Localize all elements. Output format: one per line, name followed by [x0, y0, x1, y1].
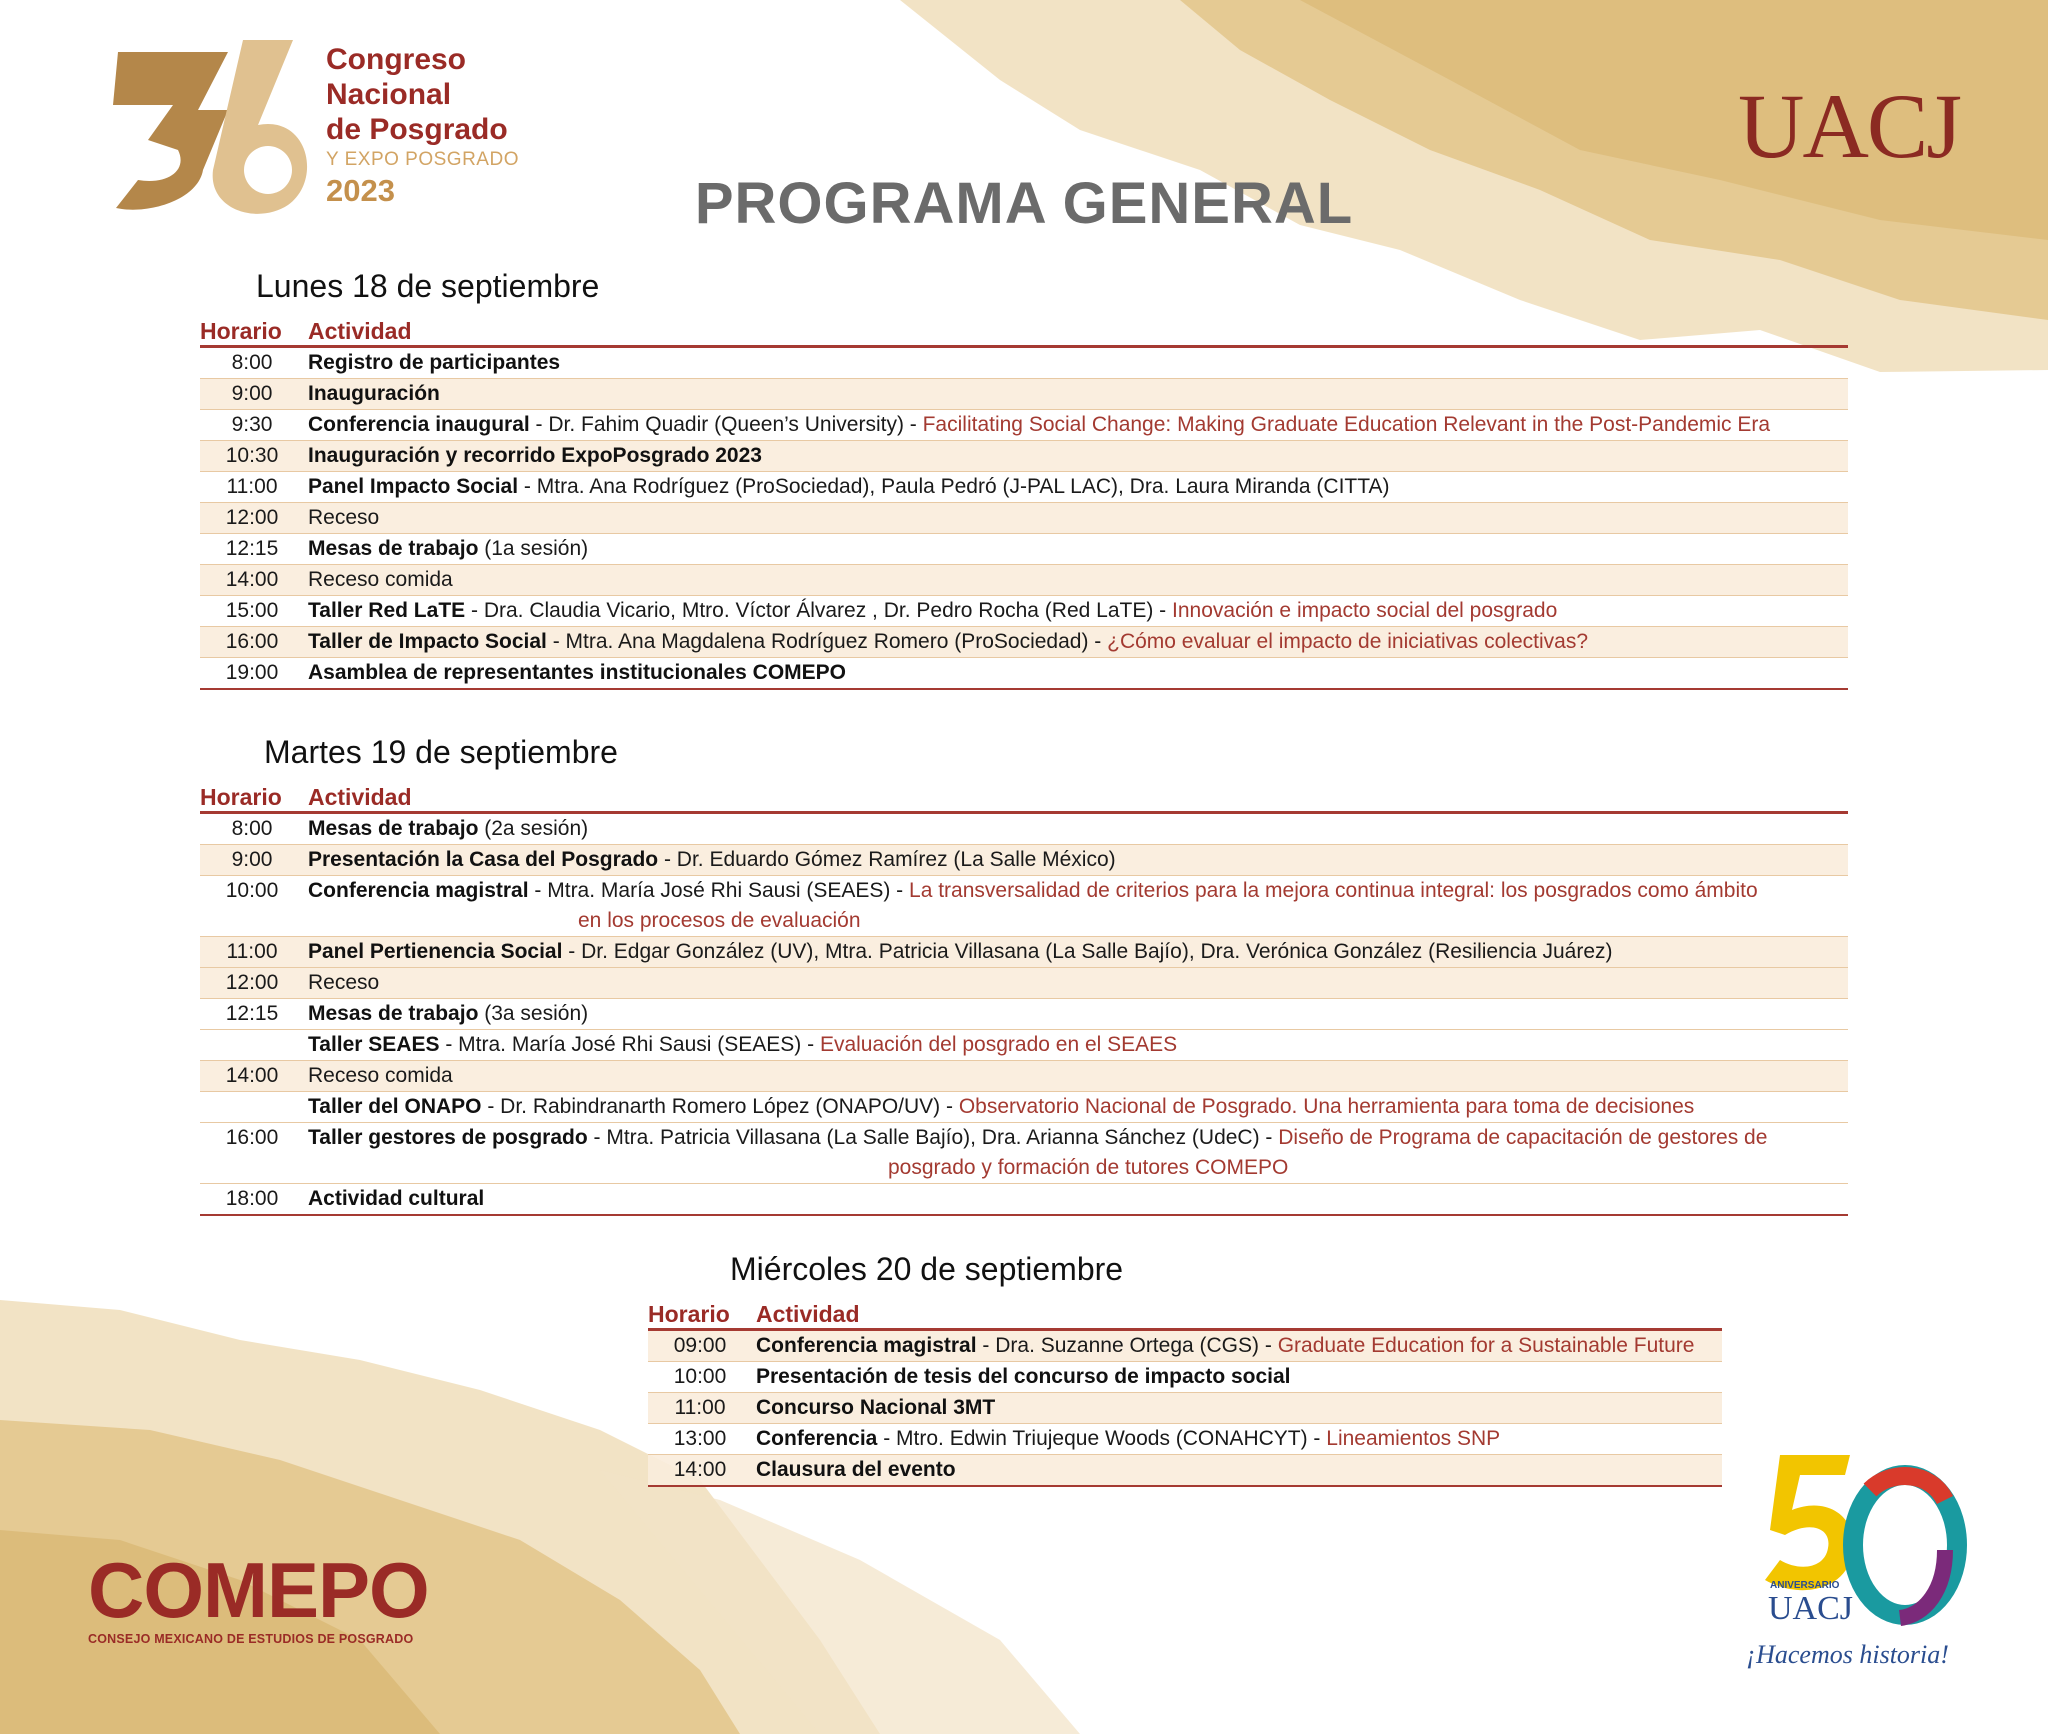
- col-header-time: Horario: [648, 1298, 752, 1330]
- talk-title: Diseño de Programa de capacitación de gestores de: [1278, 1126, 1768, 1149]
- activity-details: - Mtra. María José Rhi Sausi (SEAES) -: [528, 879, 910, 902]
- row-time: 9:00: [200, 379, 304, 410]
- table-row: [200, 876, 1848, 937]
- congreso-line1: Congreso: [326, 43, 467, 76]
- page-title: PROGRAMA GENERAL: [694, 171, 1354, 236]
- congreso-year: 2023: [326, 173, 395, 208]
- row-activity: [304, 845, 1848, 876]
- row-activity: [752, 1330, 1722, 1362]
- talk-title: Innovación e impacto social del posgrado: [1172, 599, 1558, 622]
- row-time: 10:00: [200, 876, 304, 937]
- talk-title: Graduate Education for a Sustainable Future: [1277, 1334, 1695, 1357]
- row-activity: [304, 937, 1848, 968]
- schedule-table: [200, 315, 1848, 690]
- col-header-time: Horario: [200, 781, 304, 813]
- activity-details: - Mtra. María José Rhi Sausi (SEAES) -: [439, 1033, 820, 1056]
- table-row: [200, 937, 1848, 968]
- row-activity: [752, 1424, 1722, 1455]
- table-row: [200, 503, 1848, 534]
- row-activity: [304, 503, 1848, 534]
- table-row: [200, 534, 1848, 565]
- row-time: 12:00: [200, 968, 304, 999]
- activity-details: - Dr. Fahim Quadir (Queen’s University) -: [529, 413, 923, 436]
- activity-name: Mesas de trabajo: [308, 1002, 479, 1025]
- activity-name: Clausura del evento: [756, 1458, 956, 1481]
- table-row: [200, 565, 1848, 596]
- table-row: [200, 347, 1848, 379]
- activity-name: Concurso Nacional 3MT: [756, 1396, 996, 1419]
- table-row: [200, 1030, 1848, 1061]
- table-row: [200, 658, 1848, 690]
- table-row: [648, 1455, 1722, 1487]
- table-row: [200, 472, 1848, 503]
- row-activity: [752, 1393, 1722, 1424]
- row-time: 12:15: [200, 999, 304, 1030]
- row-time: 11:00: [200, 937, 304, 968]
- row-time: 9:30: [200, 410, 304, 441]
- col-header-time: Horario: [200, 315, 304, 347]
- comepo-name: COMEPO: [88, 1546, 429, 1634]
- activity-name: Mesas de trabajo: [308, 817, 479, 840]
- activity-name: Mesas de trabajo: [308, 537, 479, 560]
- activity-details: Receso: [308, 971, 380, 994]
- table-row: [200, 1184, 1848, 1216]
- table-row: [200, 1123, 1848, 1184]
- activity-name: Conferencia: [756, 1427, 878, 1450]
- table-row: [200, 968, 1848, 999]
- table-row: [200, 596, 1848, 627]
- day-title: Miércoles 20 de septiembre: [730, 1251, 1124, 1287]
- row-activity: [304, 968, 1848, 999]
- table-row: [648, 1424, 1722, 1455]
- day-title: Martes 19 de septiembre: [264, 734, 618, 770]
- row-activity: [304, 565, 1848, 596]
- activity-details: - Dr. Eduardo Gómez Ramírez (La Salle México): [658, 848, 1116, 871]
- col-header-activity: Actividad: [304, 781, 1848, 813]
- aniversario-label: ANIVERSARIO: [1770, 1580, 1840, 1591]
- activity-name: Taller SEAES: [308, 1033, 440, 1056]
- row-time: 14:00: [200, 565, 304, 596]
- row-time: 12:15: [200, 534, 304, 565]
- row-activity: [304, 1123, 1848, 1184]
- comepo-logo: [88, 1546, 448, 1660]
- table-row: [200, 1092, 1848, 1123]
- activity-name: Asamblea de representantes institucionales COMEPO: [308, 661, 847, 684]
- row-time: 11:00: [648, 1393, 752, 1424]
- row-activity: [752, 1362, 1722, 1393]
- row-activity: [304, 534, 1848, 565]
- row-time: 11:00: [200, 472, 304, 503]
- comepo-subtitle: CONSEJO MEXICANO DE ESTUDIOS DE POSGRADO: [88, 1632, 414, 1646]
- table-row: [200, 627, 1848, 658]
- activity-details: - Mtra. Patricia Villasana (La Salle Bajío), Dra. Arianna Sánchez (UdeC) -: [587, 1126, 1279, 1149]
- activity-name: Taller gestores de posgrado: [308, 1126, 588, 1149]
- row-time: [200, 1092, 304, 1123]
- activity-name: Registro de participantes: [308, 351, 561, 374]
- row-time: 8:00: [200, 813, 304, 845]
- row-activity: [304, 347, 1848, 379]
- activity-name: Taller Red LaTE: [308, 599, 466, 622]
- table-row: [200, 813, 1848, 845]
- aniversario-uacj: UACJ: [1768, 1590, 1854, 1627]
- activity-details: - Mtra. Ana Magdalena Rodríguez Romero (ProSociedad) -: [546, 630, 1108, 653]
- activity-details: (2a sesión): [478, 817, 589, 840]
- activity-name: Conferencia magistral: [756, 1334, 977, 1357]
- talk-title-continued: posgrado y formación de tutores COMEPO: [888, 1156, 1289, 1179]
- activity-details: - Mtra. Ana Rodríguez (ProSociedad), Paula Pedró (J-PAL LAC), Dra. Laura Miranda (CITTA): [518, 475, 1390, 498]
- activity-details: - Mtro. Edwin Triujeque Woods (CONAHCYT) -: [877, 1427, 1327, 1450]
- table-row: [200, 410, 1848, 441]
- row-time: 15:00: [200, 596, 304, 627]
- activity-name: Taller del ONAPO: [308, 1095, 482, 1118]
- row-time: 19:00: [200, 658, 304, 690]
- activity-details: - Dra. Claudia Vicario, Mtro. Víctor Álvarez , Dr. Pedro Rocha (Red LaTE) -: [465, 599, 1173, 622]
- table-row: [200, 441, 1848, 472]
- activity-name: Taller de Impacto Social: [308, 630, 547, 653]
- congreso-line3: de Posgrado: [326, 113, 508, 146]
- talk-title: Facilitating Social Change: Making Graduate Education Relevant in the Post-Pandemic Era: [922, 413, 1771, 436]
- activity-name: Inauguración: [308, 382, 440, 405]
- row-time: [200, 1030, 304, 1061]
- row-time: 14:00: [200, 1061, 304, 1092]
- row-activity: [304, 627, 1848, 658]
- row-time: 13:00: [648, 1424, 752, 1455]
- col-header-activity: Actividad: [752, 1298, 1722, 1330]
- day-title: Lunes 18 de septiembre: [256, 268, 600, 304]
- talk-title: ¿Cómo evaluar el impacto de iniciativas colectivas?: [1107, 630, 1589, 653]
- row-activity: [752, 1455, 1722, 1487]
- activity-details: (1a sesión): [478, 537, 589, 560]
- table-row: [648, 1330, 1722, 1362]
- talk-title: Observatorio Nacional de Posgrado. Una herramienta para toma de decisiones: [958, 1095, 1695, 1118]
- activity-name: Panel Impacto Social: [308, 475, 519, 498]
- activity-details: Receso: [308, 506, 380, 529]
- row-activity: [304, 1184, 1848, 1216]
- congreso-sub: Y EXPO POSGRADO: [326, 149, 519, 170]
- row-activity: [304, 472, 1848, 503]
- talk-title: Lineamientos SNP: [1326, 1427, 1501, 1450]
- aniversario-lema: ¡Hacemos historia!: [1746, 1640, 1949, 1669]
- activity-name: Presentación la Casa del Posgrado: [308, 848, 659, 871]
- activity-name: Conferencia inaugural: [308, 413, 530, 436]
- row-time: 16:00: [200, 627, 304, 658]
- row-time: 12:00: [200, 503, 304, 534]
- activity-name: Inauguración y recorrido ExpoPosgrado 2023: [308, 444, 762, 467]
- row-activity: [304, 441, 1848, 472]
- uacj-logo-text: UACJ: [1738, 75, 1961, 177]
- talk-title: La transversalidad de criterios para la mejora continua integral: los posgrados como ámbito: [909, 879, 1758, 902]
- row-time: 09:00: [648, 1330, 752, 1362]
- row-time: 10:30: [200, 441, 304, 472]
- activity-details: - Dr. Rabindranarth Romero López (ONAPO/UV) -: [481, 1095, 959, 1118]
- activity-details: - Dr. Edgar González (UV), Mtra. Patricia Villasana (La Salle Bajío), Dra. Verónica González (Resiliencia Juárez): [562, 940, 1613, 963]
- row-time: 8:00: [200, 347, 304, 379]
- row-time: 14:00: [648, 1455, 752, 1487]
- schedule-table: [648, 1298, 1722, 1487]
- row-time: 16:00: [200, 1123, 304, 1184]
- row-activity: [304, 1061, 1848, 1092]
- table-row: [648, 1362, 1722, 1393]
- row-activity: [304, 876, 1848, 937]
- col-header-activity: Actividad: [304, 315, 1848, 347]
- activity-name: Panel Pertienencia Social: [308, 940, 563, 963]
- activity-details: Receso comida: [308, 568, 453, 591]
- activity-details: Receso comida: [308, 1064, 453, 1087]
- table-row: [200, 845, 1848, 876]
- row-activity: [304, 813, 1848, 845]
- table-row: [200, 1061, 1848, 1092]
- row-activity: [304, 999, 1848, 1030]
- row-activity: [304, 596, 1848, 627]
- row-time: 10:00: [648, 1362, 752, 1393]
- activity-details: (3a sesión): [478, 1002, 589, 1025]
- row-time: 9:00: [200, 845, 304, 876]
- table-row: [200, 999, 1848, 1030]
- table-row: [200, 379, 1848, 410]
- row-activity: [304, 1092, 1848, 1123]
- row-activity: [304, 1030, 1848, 1061]
- activity-name: Presentación de tesis del concurso de impacto social: [756, 1365, 1291, 1388]
- aniversario-logo: [1740, 1440, 1980, 1680]
- row-activity: [304, 410, 1848, 441]
- row-activity: [304, 379, 1848, 410]
- talk-title-continued: en los procesos de evaluación: [578, 909, 861, 932]
- activity-details: - Dra. Suzanne Ortega (CGS) -: [976, 1334, 1278, 1357]
- activity-name: Conferencia magistral: [308, 879, 529, 902]
- table-row: [648, 1393, 1722, 1424]
- schedule-table: [200, 781, 1848, 1216]
- congreso-line2: Nacional: [326, 78, 452, 111]
- activity-name: Actividad cultural: [308, 1187, 485, 1210]
- row-time: 18:00: [200, 1184, 304, 1216]
- talk-title: Evaluación del posgrado en el SEAES: [819, 1033, 1178, 1056]
- row-activity: [304, 658, 1848, 690]
